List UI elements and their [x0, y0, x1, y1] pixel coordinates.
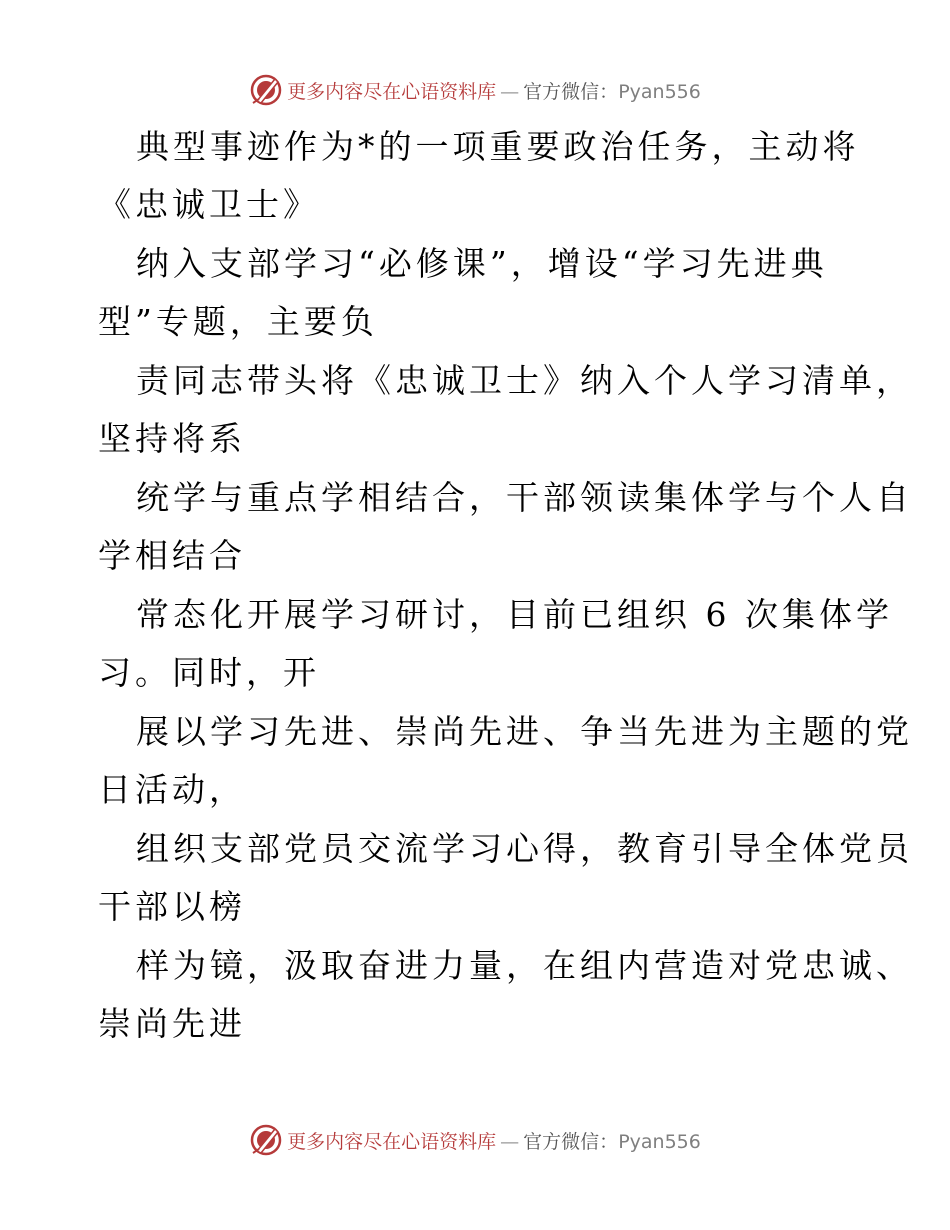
text-line: 崇尚先进: [98, 1004, 246, 1043]
text-line: 型”专题，主要负: [98, 302, 378, 341]
text-line: 干部以榜: [98, 887, 246, 926]
text-line: 展以学习先进、崇尚先进、争当先进为主题的党: [136, 712, 913, 751]
watermark-wechat-id: Pyan556: [618, 80, 701, 103]
watermark-wechat-label: 官方微信：: [523, 80, 619, 103]
watermark-main: 更多内容尽在心语资料库: [287, 80, 497, 103]
feather-pen-seal-icon: [249, 73, 283, 107]
text-line: 组织支部党员交流学习心得，教育引导全体党员: [136, 829, 913, 868]
watermark-wechat-id: Pyan556: [618, 1130, 701, 1153]
watermark-main: 更多内容尽在心语资料库: [287, 1130, 497, 1153]
text-line: 日活动，: [98, 770, 246, 809]
text-line: 习。同时，开: [98, 653, 320, 692]
footer-watermark: [0, 1120, 950, 1160]
watermark-separator: —: [500, 1130, 520, 1153]
header-watermark: [0, 70, 950, 110]
feather-pen-seal-icon: [249, 1123, 283, 1157]
text-line: 纳入支部学习“必修课”，增设“学习先进典: [136, 244, 828, 283]
text-line: 坚持将系: [98, 419, 246, 458]
text-line: 责同志带头将《忠诚卫士》纳入个人学习清单，: [136, 361, 913, 400]
text-line: 典型事迹作为*的一项重要政治任务，主动将: [136, 127, 860, 166]
text-line: 常态化开展学习研讨，目前已组织 6 次集体学: [136, 595, 893, 634]
watermark-text: [287, 77, 701, 104]
text-line: 《忠诚卫士》: [98, 185, 320, 224]
text-line: 统学与重点学相结合，干部领读集体学与个人自: [136, 478, 913, 517]
text-line: 样为镜，汲取奋进力量，在组内营造对党忠诚、: [136, 946, 913, 985]
watermark-separator: —: [500, 80, 520, 103]
watermark-text: [287, 1127, 701, 1154]
watermark-wechat-label: 官方微信：: [523, 1130, 619, 1153]
text-line: 学相结合: [98, 536, 246, 575]
